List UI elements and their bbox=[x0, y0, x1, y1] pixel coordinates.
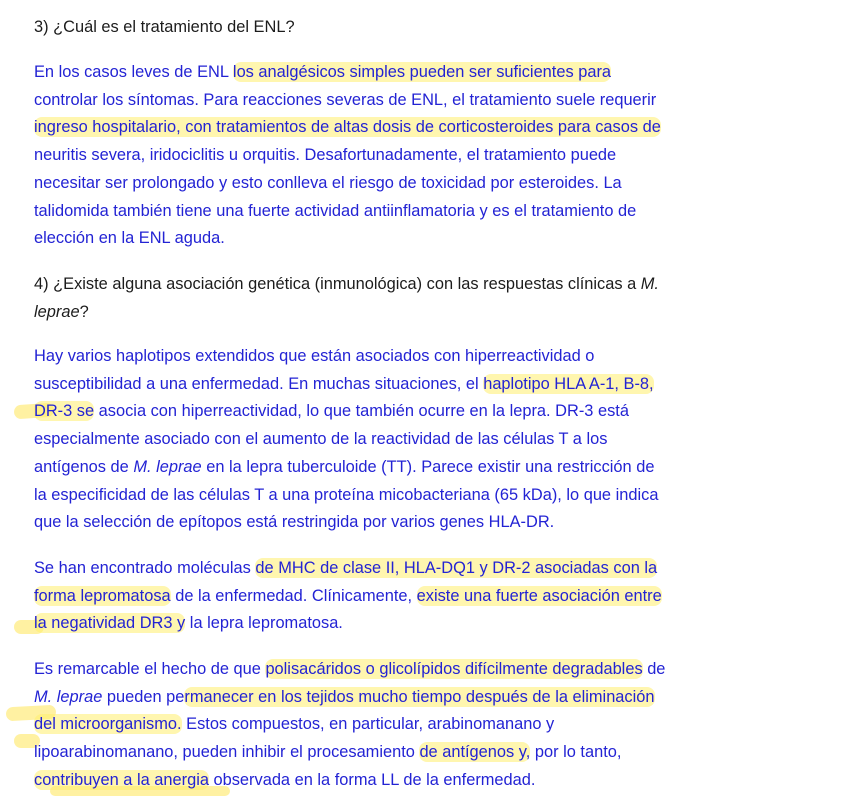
highlighted-text: polisacáridos o glicolípidos difícilmente degradables bbox=[265, 660, 643, 678]
question-4-text: 4) ¿Existe alguna asociación genética (inmunológica) con las respuestas clínicas a bbox=[34, 275, 641, 293]
question-3 bbox=[34, 13, 295, 41]
answer-4-text: antígenos de bbox=[34, 457, 134, 476]
answer-4-text: Hay varios haplotipos extendidos que están asociados con hiperreactividad o bbox=[34, 347, 595, 365]
answer-4-text: la especificidad de las células T a una proteína micobacteriana (65 kDa), lo que indica bbox=[34, 485, 659, 504]
answer-4-text: que la selección de epítopos está restringida por varios genes HLA-DR. bbox=[34, 513, 555, 532]
highlighted-text: haplotipo HLA A-1, B-8, bbox=[483, 374, 654, 393]
answer-4-text: asocia con hiperreactividad, lo que también ocurre en la lepra. DR-3 está bbox=[94, 402, 629, 421]
highlighted-text: del microorganismo. bbox=[34, 715, 182, 734]
answer-4-text: observada en la forma LL de la enfermedad. bbox=[208, 770, 536, 789]
answer-4-text: pueden pe bbox=[102, 687, 185, 706]
highlighted-text: ingreso hospitalario, con tratamientos de altas dosis de corticosteroides para casos de bbox=[34, 118, 661, 137]
species-name: M. bbox=[640, 275, 659, 293]
answer-3 bbox=[34, 59, 661, 253]
answer-4-text: la lepra lepromatosa. bbox=[185, 614, 343, 633]
answer-4-text: Es remarcable el hecho de que bbox=[34, 660, 266, 678]
highlighted-text: DR-3 se bbox=[34, 402, 95, 421]
answer-4-text: Se han encontrado moléculas bbox=[34, 559, 256, 577]
species-name: M. leprae bbox=[133, 457, 202, 476]
highlighted-text: forma lepromatosa bbox=[34, 586, 171, 605]
answer-4-text: de bbox=[642, 660, 666, 678]
answer-4-text: lipoarabinomanano, pueden inhibir el procesamiento bbox=[34, 743, 420, 762]
highlighted-text: contribuyen a la anergia bbox=[34, 770, 209, 789]
answer-4-paragraph-3 bbox=[34, 656, 665, 795]
answer-3-text: elección en la ENL aguda. bbox=[34, 229, 225, 248]
highlighted-text: de MHC de clase II, HLA-DQ1 y DR-2 asociadas con la bbox=[255, 559, 658, 577]
answer-3-text: En los casos leves de ENL bbox=[34, 63, 233, 81]
question-4 bbox=[34, 270, 659, 326]
answer-4-text: especialmente asociado con el aumento de la reactividad de las células T a los bbox=[34, 430, 608, 449]
highlighted-text: existe una fuerte asociación entre bbox=[416, 586, 662, 605]
species-name: M. leprae bbox=[34, 687, 103, 706]
highlighted-text: de antígenos y, bbox=[419, 743, 531, 762]
answer-4-text: Estos compuestos, en particular, arabinomanano y bbox=[181, 715, 555, 734]
question-4-text: ? bbox=[79, 303, 89, 321]
answer-3-text: controlar los síntomas. Para reacciones severas de ENL, el tratamiento suele requerir bbox=[34, 90, 657, 109]
answer-3-text: talidomida también tiene una fuerte actividad antiinflamatoria y es el tratamiento de bbox=[34, 201, 637, 220]
answer-4-text: susceptibilidad a una enfermedad. En muchas situaciones, el bbox=[34, 374, 484, 393]
answer-4-paragraph-1 bbox=[34, 343, 658, 537]
highlighted-text: los analgésicos simples pueden ser suficientes para bbox=[232, 63, 612, 81]
question-3-text: 3) ¿Cuál es el tratamiento del ENL? bbox=[34, 18, 295, 36]
species-name: leprae bbox=[34, 303, 80, 321]
highlighted-text: rmanecer en los tejidos mucho tiempo después de la eliminación bbox=[184, 687, 655, 706]
answer-4-text: en la lepra tuberculoide (TT). Parece existir una restricción de bbox=[201, 457, 655, 476]
answer-4-paragraph-2 bbox=[34, 555, 662, 638]
answer-3-text: necesitar ser prolongado y esto conlleva el riesgo de toxicidad por esteroides. La bbox=[34, 173, 622, 192]
highlighted-text: la negatividad DR3 y bbox=[34, 614, 186, 633]
answer-3-text: neuritis severa, iridociclitis u orquitis. Desafortunadamente, el tratamiento puede bbox=[34, 146, 617, 165]
answer-4-text: de la enfermedad. Clínicamente, bbox=[170, 586, 417, 605]
answer-4-text: por lo tanto, bbox=[530, 743, 622, 762]
